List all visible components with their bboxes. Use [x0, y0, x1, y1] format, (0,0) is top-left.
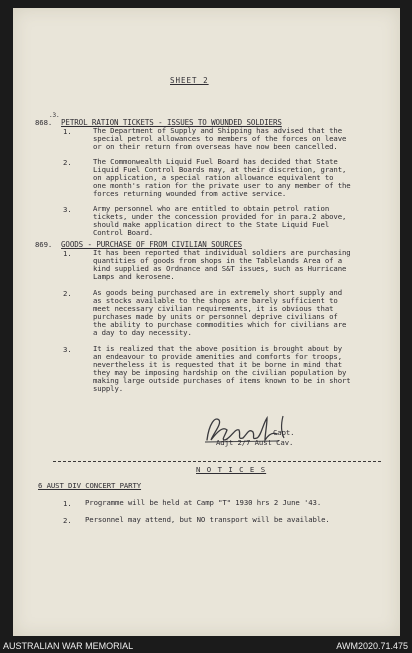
paragraph-number: 2. — [63, 158, 72, 167]
item-number: 868. — [35, 118, 53, 127]
archive-footer — [0, 640, 412, 653]
paragraph-line: the ability to purchase commodities which for civilians are — [93, 320, 347, 329]
paragraph-line: Control Board. — [93, 228, 154, 237]
sheet-number: SHEET 2 — [170, 76, 209, 85]
notice-text: Programme will be held at Camp "T" 1930 hrs 2 June '43. — [85, 498, 322, 507]
paragraph-line: forces returning wounded from active service. — [93, 189, 287, 198]
paragraph-line: they may be imposing hardship on the civilian population by — [93, 368, 347, 377]
paragraph-line: Army personnel who are entitled to obtain petrol ration — [93, 204, 330, 213]
paragraph-line: a day to day necessity. — [93, 328, 192, 337]
footer-catalogue-id: AWM2020.71.475 — [336, 641, 408, 651]
paragraph-line: The Department of Supply and Shipping has advised that the — [93, 126, 343, 135]
paragraph-line: as stocks available to the shops are barely sufficient to — [93, 296, 338, 305]
paragraph-line: kind supplied as Ordnance and S&T issues, such as Hurricane — [93, 264, 347, 273]
paragraph-line: supply. — [93, 384, 124, 393]
paragraph-number: 3. — [63, 345, 72, 354]
paragraph-line: one month's ration for the private user to any member of the — [93, 181, 351, 190]
paragraph-line: quantities of goods from shops in the Tablelands Area of a — [93, 256, 343, 265]
paragraph-number: 1. — [63, 249, 72, 258]
signature-rank: Capt. — [273, 428, 295, 437]
paragraph-line: As goods being purchased are in extremely short supply and — [93, 288, 343, 297]
paragraph-number: 3. — [63, 205, 72, 214]
paragraph-line: should make application direct to the State Liquid Fuel — [93, 220, 330, 229]
notice-number: 1. — [63, 499, 72, 508]
margin-note: .3. — [49, 112, 60, 119]
item-heading: PETROL RATION TICKETS - ISSUES TO WOUNDED SOLDIERS — [61, 118, 282, 127]
paragraph-line: It has been reported that individual soldiers are purchasing — [93, 248, 351, 257]
paragraph-line: tickets, under the concession provided for in para.2 above, — [93, 212, 347, 221]
notices-subheading: 6 AUST DIV CONCERT PARTY — [38, 481, 142, 490]
paragraph-line: The Commonwealth Liquid Fuel Board has decided that State — [93, 157, 338, 166]
item-heading: GOODS - PURCHASE OF FROM CIVILIAN SOURCES — [61, 240, 243, 249]
footer-source: AUSTRALIAN WAR MEMORIAL — [3, 641, 134, 651]
paragraph-line: Liquid Fuel Control Boards may, at their discretion, grant, — [93, 165, 347, 174]
paragraph-line: meet necessary civilian requirements, it is obvious that — [93, 304, 334, 313]
document-page — [13, 8, 400, 636]
paragraph-number: 1. — [63, 127, 72, 136]
paragraph-line: It is realized that the above position is brought about by — [93, 344, 343, 353]
item-number: 869. — [35, 240, 53, 249]
paragraph-line: special petrol allowances to members of the forces on leave — [93, 134, 347, 143]
notice-text: Personnel may attend, but NO transport will be available. — [85, 515, 330, 524]
paragraph-number: 2. — [63, 289, 72, 298]
paragraph-line: or on their return from overseas have now been cancelled. — [93, 142, 338, 151]
paragraph-line: nevertheless it is requested that it be borne in mind that — [93, 360, 343, 369]
paragraph-line: Lamps and kerosene. — [93, 272, 175, 281]
paragraph-line: purchases made by units or personnel deprive civilians of — [93, 312, 338, 321]
notice-number: 2. — [63, 516, 72, 525]
notices-heading: N O T I C E S — [196, 465, 267, 474]
section-divider — [53, 461, 381, 462]
paragraph-line: an endeavour to provide amenities and comforts for troops, — [93, 352, 343, 361]
paragraph-line: on application, a special ration allowance equivalent to — [93, 173, 334, 182]
paragraph-line: making large outside purchases of items known to be in short — [93, 376, 351, 385]
signature-title: Adjt 2/7 Aust Cav. — [216, 438, 294, 447]
